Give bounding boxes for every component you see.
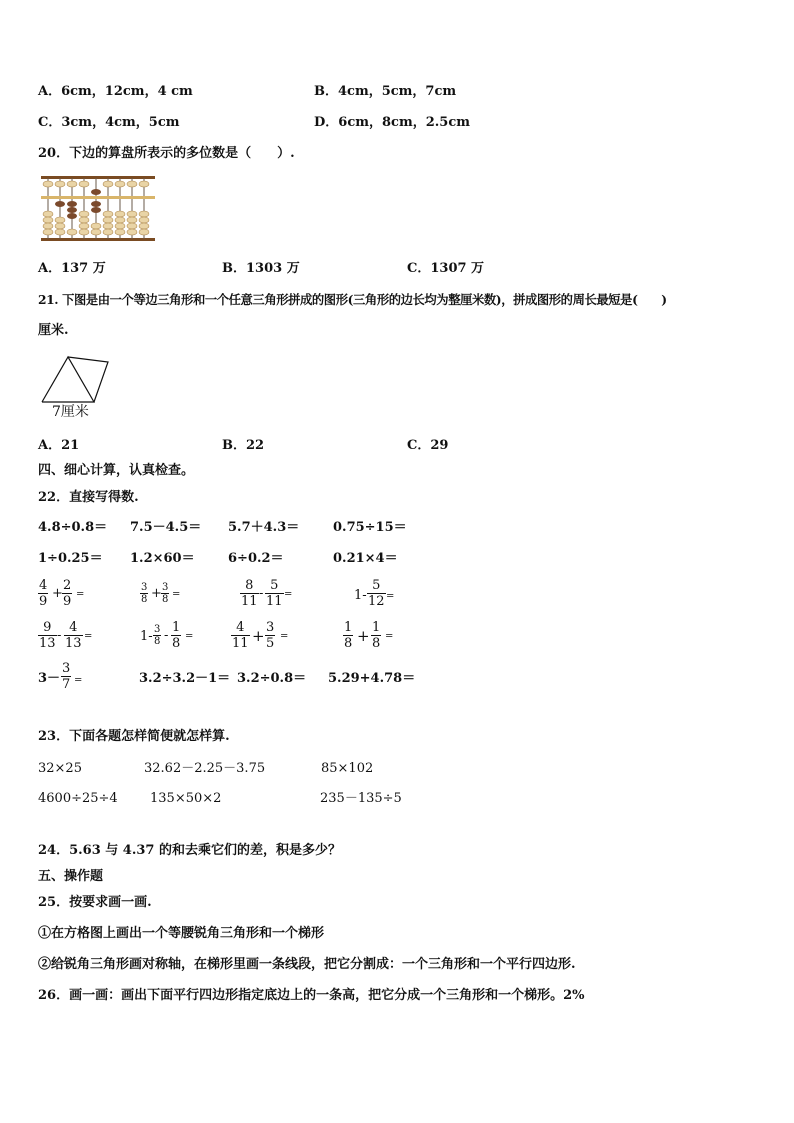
equals-sign: =	[172, 589, 181, 600]
q22-row5-item: 3.2÷3.2－1＝	[139, 671, 231, 686]
q19-option-b: B．4cm，5cm，7cm	[314, 84, 457, 99]
operator: -	[57, 628, 62, 643]
fraction: $\frac{1}{8}$	[344, 620, 353, 651]
q23-row2-item: 135×50×2	[150, 791, 222, 806]
q20-option-b: B．1303 万	[222, 261, 300, 276]
q19-option-d: D．6cm，8cm，2.5cm	[314, 115, 470, 130]
operator: -	[164, 628, 169, 643]
q22-row2-item: 1÷0.25＝	[38, 551, 103, 566]
fraction: $\frac{3}{7}$	[62, 661, 71, 692]
q21-stem-line2: 厘米.	[38, 323, 69, 338]
q21-option-c: C．29	[407, 438, 449, 453]
operator: +	[357, 627, 370, 645]
equals-sign: =	[84, 631, 93, 642]
equals-sign: =	[284, 589, 293, 600]
fraction: $\frac{3}{8}$	[154, 624, 161, 647]
equals-sign: =	[385, 631, 394, 642]
fraction: $\frac{1}{8}$	[372, 620, 381, 651]
q22-row5-item: 5.29+4.78＝	[328, 671, 416, 686]
q22-row1-item: 4.8÷0.8＝	[38, 520, 108, 535]
q22-row2-item: 1.2×60＝	[130, 551, 195, 566]
equals-sign: =	[280, 631, 289, 642]
q22-row2-item: 6÷0.2＝	[228, 551, 284, 566]
q22-row1-item: 0.75÷15＝	[333, 520, 407, 535]
q19-option-a: A．6cm，12cm，4 cm	[38, 84, 193, 99]
q23-row2-item: 4600÷25÷4	[38, 791, 118, 806]
fraction: $\frac{4}{11}$	[232, 620, 249, 651]
q23-stem: 23．下面各题怎样简便就怎样算.	[38, 729, 230, 744]
q24-stem: 24．5.63 与 4.37 的和去乘它们的差，积是多少？	[38, 843, 341, 858]
q22-row1-item: 5.7＋4.3＝	[228, 520, 300, 535]
q20-stem: 20．下边的算盘所表示的多位数是（ ）.	[38, 146, 295, 161]
abacus-figure	[40, 174, 156, 244]
section-4-heading: 四、细心计算，认真检查。	[38, 463, 195, 478]
q25-item-2: ②给锐角三角形画对称轴，在梯形里画一条线段，把它分割成：一个三角形和一个平行四边形.	[38, 957, 576, 972]
fraction: $\frac{4}{13}$	[65, 620, 82, 651]
equals-sign: =	[386, 591, 395, 602]
lead-term: 1-	[354, 588, 367, 603]
fraction: $\frac{9}{13}$	[39, 620, 56, 651]
q21-figure-label: 7厘米	[52, 404, 89, 420]
fraction: $\frac{8}{11}$	[241, 578, 258, 609]
fraction: $\frac{4}{9}$	[39, 578, 48, 609]
operator: +	[151, 586, 162, 601]
q21-stem-line1: 21. 下图是由一个等边三角形和一个任意三角形拼成的图形(三角形的边长均为整厘米数)，拼成图形的周长最短是( )	[38, 292, 667, 307]
q20-option-a: A．137 万	[38, 261, 106, 276]
operator: +	[52, 586, 63, 601]
q21-option-b: B．22	[222, 438, 265, 453]
fraction: $\frac{3}{8}$	[162, 582, 169, 605]
q22-row5-item: 3.2÷0.8＝	[237, 671, 307, 686]
triangle-figure	[40, 354, 112, 406]
fraction: $\frac{1}{8}$	[172, 620, 181, 651]
fraction: $\frac{3}{8}$	[141, 582, 148, 605]
operator: +	[252, 627, 265, 645]
q22-row1-item: 7.5－4.5＝	[130, 520, 202, 535]
q25-item-1: ①在方格图上画出一个等腰锐角三角形和一个梯形	[38, 926, 325, 941]
q23-row1-item: 32.62－2.25－3.75	[144, 761, 266, 776]
lead-term: 1-	[140, 629, 153, 644]
q20-option-c: C．1307 万	[407, 261, 485, 276]
equals-sign: =	[76, 589, 85, 600]
q21-option-a: A．21	[38, 438, 80, 453]
q22-row2-item: 0.21×4＝	[333, 551, 398, 566]
q26-stem: 26．画一画：画出下面平行四边形指定底边上的一条高，把它分成一个三角形和一个梯形。2%	[38, 988, 585, 1003]
q23-row2-item: 235－135÷5	[320, 791, 402, 806]
fraction: $\frac{5}{11}$	[266, 578, 283, 609]
q22-stem: 22．直接写得数.	[38, 490, 139, 505]
q23-row1-item: 32×25	[38, 761, 82, 776]
section-5-heading: 五、操作题	[38, 869, 104, 884]
q25-stem: 25．按要求画一画.	[38, 895, 152, 910]
fraction: $\frac{3}{5}$	[266, 620, 275, 651]
q19-option-c: C．3cm，4cm，5cm	[38, 115, 180, 130]
operator: -	[259, 586, 264, 601]
q23-row1-item: 85×102	[321, 761, 374, 776]
fraction: $\frac{2}{9}$	[63, 578, 72, 609]
equals-sign: =	[185, 631, 194, 642]
lead-term: 3－	[38, 671, 61, 686]
equals-sign: =	[74, 675, 83, 686]
fraction: $\frac{5}{12}$	[368, 578, 385, 609]
